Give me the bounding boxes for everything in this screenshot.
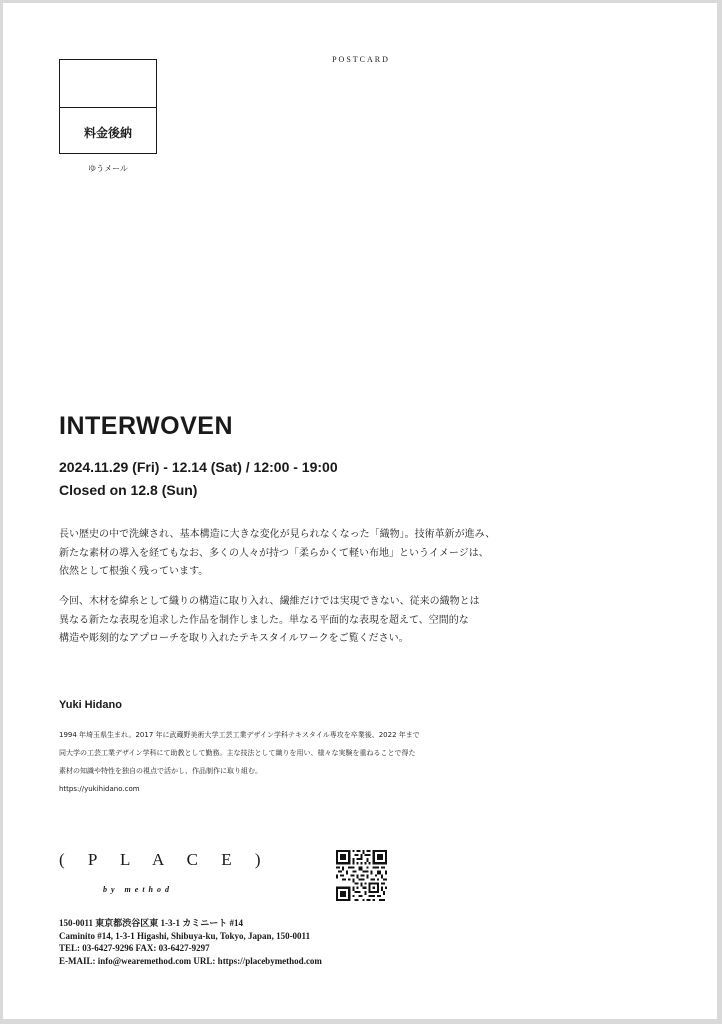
artist-bio (59, 726, 420, 798)
description-paragraph-1 (59, 526, 495, 582)
description-paragraph-2 (59, 593, 480, 649)
bio-line: 同大学の工芸工業デザイン学科にて助教として勤務。主な技法として織りを用い、様々な実験を重ねることで得た (59, 749, 416, 757)
description-line: 異なる新たな表現を追求した作品を制作しました。単なる平面的な表現を超えて、空間的な (59, 614, 469, 626)
artist-name: Yuki Hidano (59, 699, 122, 711)
description-line: 構造や彫刻的なアプローチを取り入れたテキスタイルワークをご覧ください。 (59, 633, 409, 644)
contact-email-url: E-MAIL: info@wearemethod.com URL: https://placebymethod.com (59, 955, 322, 966)
postage-subtext: ゆうメール (88, 164, 128, 173)
postage-divider (60, 107, 156, 108)
venue-logo-subtitle: by method (103, 885, 173, 894)
address-line-ja: 150-0011 東京都渋谷区東 1-3-1 カミニート #14 (59, 918, 243, 928)
bio-line: 1994 年埼玉県生まれ。2017 年に武蔵野美術大学工芸工業デザイン学科テキスタイル専攻を卒業後、2022 年まで (59, 731, 420, 739)
description-line: 新たな素材の導入を経てもなお、多くの人々が持つ「柔らかくて軽い布地」というイメージは、 (59, 547, 489, 559)
exhibition-title: INTERWOVEN (59, 412, 233, 440)
description-line: 依然として根強く残っています。 (59, 566, 209, 577)
venue-address (59, 917, 322, 967)
exhibition-dates: 2024.11.29 (Fri) - 12.14 (Sat) / 12:00 - 19:00 (59, 459, 338, 475)
exhibition-closed: Closed on 12.8 (Sun) (59, 482, 198, 498)
venue-logo: ( P L A C E ) (59, 850, 271, 869)
postcard-label: POSTCARD (332, 55, 390, 64)
qr-code-icon (336, 850, 387, 901)
postage-text: 料金後納 (83, 126, 132, 140)
contact-phone-fax: TEL: 03-6427-9296 FAX: 03-6427-9297 (59, 943, 210, 953)
description-line: 長い歴史の中で洗練され、基本構造に大きな変化が見られなくなった「織物」。技術革新が進み、 (59, 529, 496, 540)
postage-box (59, 59, 157, 154)
address-line-en: Caminito #14, 1-3-1 Higashi, Shibuya-ku, Tokyo, Japan, 150-0011 (59, 930, 311, 941)
description-line: 今回、木材を緯糸として織りの構造に取り入れ、繊維だけでは実現できない、従来の織物とは (59, 596, 480, 607)
bio-line: 素材の知識や特性を独自の視点で活かし、作品制作に取り組む。 (59, 767, 262, 775)
artist-website-link[interactable]: https://yukihidano.com (59, 785, 140, 793)
